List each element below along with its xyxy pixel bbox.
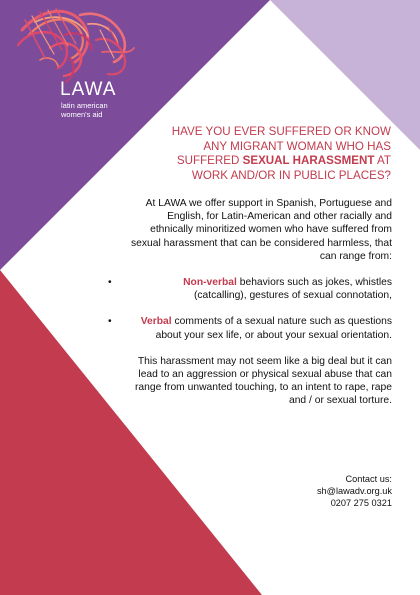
intro-paragraph: At LAWA we offer support in Spanish, Portuguese and English, for Latin-American and other racially and ethnically minoritized women who have suffered from sexual harassment that can be considered harmless, that can range from: xyxy=(131,198,392,262)
lawa-logo-emblem xyxy=(10,0,150,140)
list-item-text: behaviors such as jokes, whistles (catcalling), gestures of sexual connotation, xyxy=(193,277,392,302)
body-content xyxy=(108,197,392,408)
list-item-keyword: Verbal xyxy=(140,316,172,328)
bullet-icon: • xyxy=(108,277,112,289)
headline-line2: ANY MIGRANT WOMAN WHO HAS xyxy=(203,139,391,153)
headline-line4: WORK AND/OR IN PUBLIC PLACES? xyxy=(191,168,391,182)
contact-block xyxy=(317,474,392,509)
headline-line3-post: AT xyxy=(374,154,391,167)
brand-name: LAWA xyxy=(60,79,117,100)
list-item-text: comments of a sexual nature such as questions about your sex life, or about your sexual orientation. xyxy=(155,316,392,341)
brand-subtitle-line1: latin american xyxy=(61,101,108,110)
brand-subtitle-line2: women's aid xyxy=(61,109,103,119)
list-item-keyword: Non-verbal xyxy=(183,277,237,289)
headline-line3-pre: SUFFERED xyxy=(176,154,243,167)
contact-phone[interactable]: 0207 275 0321 xyxy=(330,497,392,508)
closing-paragraph: This harassment may not seem like a big deal but it can lead to an aggression or physical sexual abuse that can range from unwanted touching, to an intent to rape, rape and / or sexual torture. xyxy=(134,355,392,407)
list-item xyxy=(108,315,392,341)
contact-label: Contact us: xyxy=(345,474,392,484)
headline-line3 xyxy=(141,154,391,169)
headline-line1: HAVE YOU EVER SUFFERED OR KNOW xyxy=(171,125,391,138)
contact-email[interactable]: sh@lawadv.org.uk xyxy=(316,485,392,496)
headline xyxy=(141,125,391,183)
headline-emphasis: SEXUAL HARASSMENT xyxy=(242,154,375,167)
list-item xyxy=(108,276,392,302)
harassment-types-list xyxy=(108,276,392,342)
bullet-icon: • xyxy=(108,316,112,328)
brand-subtitle xyxy=(61,102,141,119)
